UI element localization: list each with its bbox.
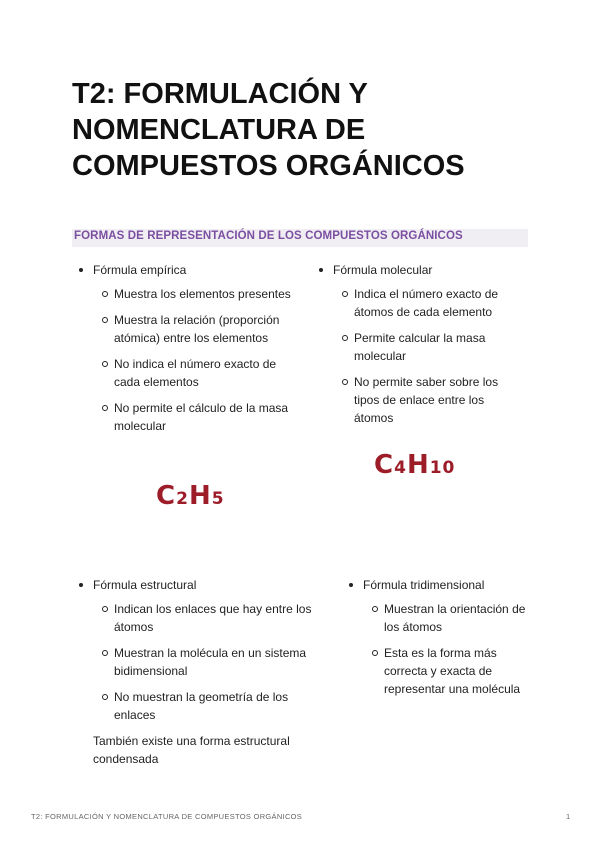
formula-subscript: 5 <box>211 489 225 509</box>
formula-element: H <box>406 450 430 480</box>
formula-subscript: 4 <box>394 458 407 478</box>
molecular-formula <box>374 450 455 480</box>
formula-subscript: 10 <box>429 458 456 478</box>
title-line-1: T2: FORMULACIÓN Y <box>72 78 368 110</box>
page-footer: T2: FORMULACIÓN Y NOMENCLATURA DE COMPUESTOS ORGÁNICOS <box>31 812 303 821</box>
molecular-item: No permite saber sobre los tipos de enlace entre los átomos <box>312 373 512 427</box>
empirica-item: No indica el número exacto de cada elementos <box>72 355 292 391</box>
formula-element: H <box>188 481 212 511</box>
empirica-block <box>72 261 292 443</box>
empirica-formula <box>156 481 225 511</box>
estructural-item: Muestran la molécula en un sistema bidimensional <box>72 644 322 680</box>
empirica-heading: Fórmula empírica <box>72 261 292 279</box>
empirica-item: Muestra los elementos presentes <box>72 285 292 303</box>
molecular-heading: Fórmula molecular <box>312 261 512 279</box>
title-line-2: NOMENCLATURA DE <box>72 114 366 146</box>
molecular-item: Permite calcular la masa molecular <box>312 329 512 365</box>
formula-element: C <box>374 450 395 480</box>
formula-element: C <box>156 481 177 511</box>
empirica-item: No permite el cálculo de la masa molecular <box>72 399 292 435</box>
page-title <box>72 76 542 184</box>
estructural-heading: Fórmula estructural <box>72 576 322 594</box>
estructural-note: También existe una forma estructural condensada <box>93 734 290 766</box>
section-heading: FORMAS DE REPRESENTACIÓN DE LOS COMPUESTOS ORGÁNICOS <box>74 230 463 242</box>
formula-subscript: 2 <box>176 489 189 509</box>
title-line-3: COMPUESTOS ORGÁNICOS <box>72 150 465 182</box>
tridimensional-item: Muestran la orientación de los átomos <box>342 600 532 636</box>
page-number: 1 <box>566 812 571 821</box>
tridimensional-heading: Fórmula tridimensional <box>342 576 532 594</box>
estructural-item: No muestran la geometría de los enlaces <box>72 688 322 724</box>
molecular-item: Indica el número exacto de átomos de cada elemento <box>312 285 512 321</box>
tridimensional-block <box>342 576 532 706</box>
estructural-item: Indican los enlaces que hay entre los átomos <box>72 600 322 636</box>
molecular-block <box>312 261 512 435</box>
empirica-item: Muestra la relación (proporción atómica) entre los elementos <box>72 311 292 347</box>
tridimensional-item: Esta es la forma más correcta y exacta de representar una molécula <box>342 644 532 698</box>
estructural-block <box>72 576 322 768</box>
